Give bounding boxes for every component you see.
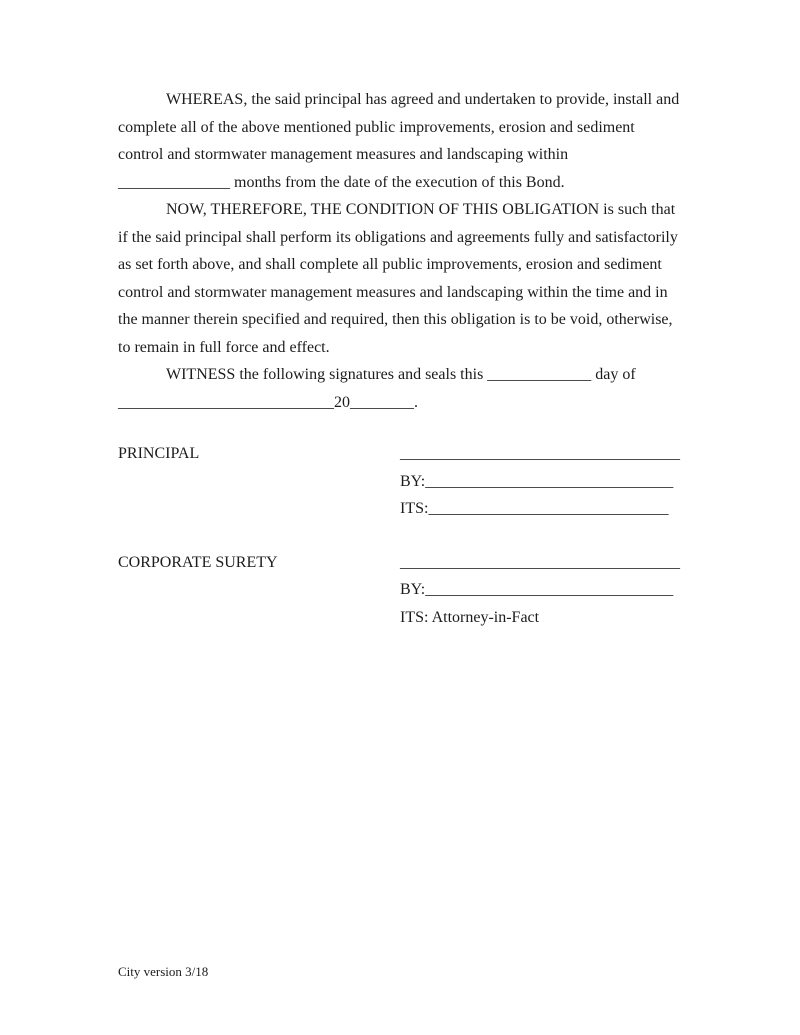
paragraph-witness: WITNESS the following signatures and seals this _____________ day of ___________________________20________. bbox=[118, 366, 636, 411]
corporate-surety-by-line: BY:_______________________________ bbox=[400, 581, 674, 598]
principal-name-line: ___________________________________ bbox=[400, 445, 680, 462]
corporate-surety-name-line: ___________________________________ bbox=[400, 553, 680, 571]
principal-label: PRINCIPAL bbox=[118, 445, 200, 462]
signature-block-corporate-surety bbox=[118, 549, 684, 632]
paragraph-now-therefore: NOW, THEREFORE, THE CONDITION OF THIS OBLIGATION is such that if the said principal shall perform its obligations and agreements fully and satisfactorily as set forth above, and shall complete all public improvements, erosion and sediment control and stormwater management measures and landscaping within the time and in the manner therein specified and required, then this obligation is to be void, otherwise, to remain in full force and effect. bbox=[118, 201, 678, 356]
corporate-surety-label: CORPORATE SURETY bbox=[118, 553, 278, 571]
corporate-surety-signature-lines bbox=[400, 549, 684, 632]
principal-by-line: BY:_______________________________ bbox=[400, 472, 674, 490]
principal-signature-lines bbox=[400, 440, 684, 523]
document-body bbox=[118, 86, 684, 631]
corporate-surety-its-line: ITS: Attorney-in-Fact bbox=[400, 608, 540, 626]
footer-version: City version 3/18 bbox=[118, 964, 209, 979]
signature-block-principal bbox=[118, 440, 684, 523]
paragraph-whereas: WHEREAS, the said principal has agreed and undertaken to provide, install and complete all of the above mentioned public improvements, erosion and sediment control and stormwater management measures and landscaping within ______________ months from the date of the execution of this Bond. bbox=[118, 91, 680, 191]
principal-its-line: ITS:______________________________ bbox=[400, 500, 669, 517]
